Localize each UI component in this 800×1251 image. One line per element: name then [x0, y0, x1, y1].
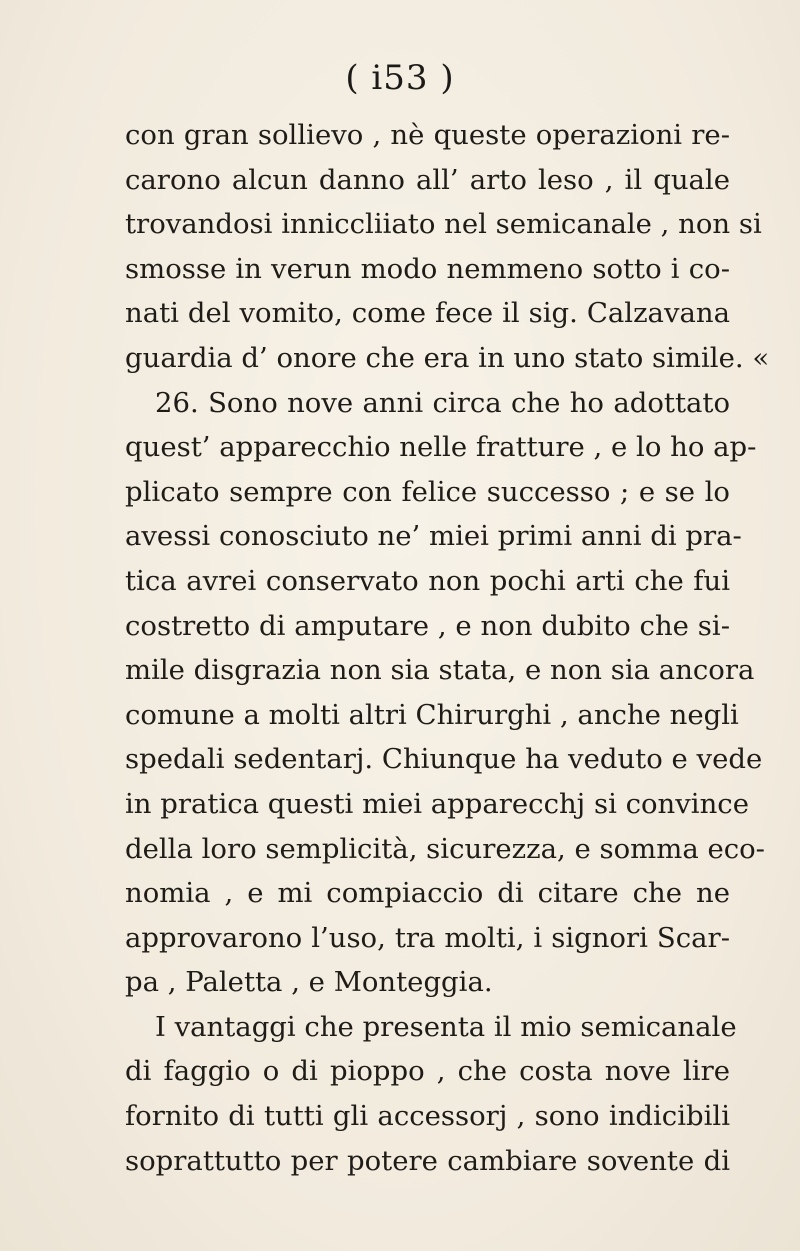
- text-line: I vantaggi che presenta il mio semicanale: [155, 1010, 737, 1043]
- text-line: di faggio o di pioppo , che costa nove lire: [125, 1055, 730, 1088]
- text-line: avessi conosciuto ne’ miei primi anni di pra-: [125, 520, 742, 553]
- text-line: soprattutto per potere cambiare sovente di: [125, 1144, 730, 1177]
- text-line: smosse in verun modo nemmeno sotto i co-: [125, 252, 730, 285]
- text-line: spedali sedentarj. Chiunque ha veduto e vede: [125, 743, 763, 776]
- text-line: fornito di tutti gli accessorj , sono indicibili: [125, 1100, 730, 1133]
- text-line: costretto di amputare , e non dubito che si-: [125, 609, 730, 642]
- text-line: in pratica questi miei apparecchj si convince: [125, 787, 749, 820]
- text-line: con gran sollievo , nè queste operazioni re-: [125, 119, 730, 151]
- text-line: pa , Paletta , e Monteggia.: [125, 966, 493, 999]
- text-line: quest’ apparecchio nelle fratture , e lo ho ap-: [125, 431, 757, 464]
- text-line: carono alcun danno all’ arto leso , il quale: [125, 163, 730, 196]
- text-line: mile disgrazia non sia stata, e non sia ancora: [125, 654, 755, 687]
- text-line: tica avrei conservato non pochi arti che fui: [125, 564, 730, 597]
- text-line: trovandosi inniccliiato nel semicanale , non si: [125, 208, 762, 241]
- text-line: guardia d’ onore che era in uno stato simile. «: [125, 341, 770, 374]
- text-line: approvarono l’uso, tra molti, i signori Scar-: [125, 921, 730, 954]
- page-number: ( i53 ): [345, 58, 455, 98]
- text-line: comune a molti altri Chirurghi , anche negli: [125, 698, 739, 731]
- text-line: nati del vomito, come fece il sig. Calzavana: [125, 297, 730, 330]
- text-line: della loro semplicità, sicurezza, e somma eco-: [125, 832, 765, 865]
- text-line: plicato sempre con felice successo ; e se lo: [125, 475, 730, 508]
- text-block: [125, 113, 770, 1183]
- text-line: 26. Sono nove anni circa che ho adottato: [155, 386, 730, 419]
- text-line: nomia , e mi compiaccio di citare che ne: [125, 877, 730, 910]
